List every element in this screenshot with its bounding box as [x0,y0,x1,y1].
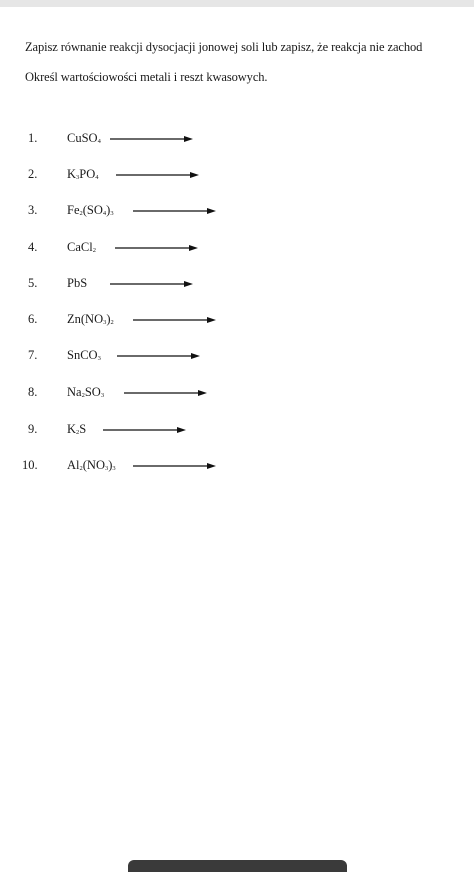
reaction-arrow-icon [133,316,217,324]
reaction-arrow-icon [116,171,200,179]
item-number: 10. [22,458,38,472]
home-indicator-bar [128,860,347,872]
salt-formula: CuSO$_4$ [67,131,101,145]
salt-formula: $Al_2(NO_3)_3$ [67,458,116,472]
instruction-line-1: Zapisz równanie reakcji dysocjacji jonowej soli lub zapisz, że reakcja nie zachod [25,40,423,54]
reaction-arrow-icon [133,207,217,215]
instruction-line-2: Określ wartościowości metali i reszt kwasowych. [25,70,268,84]
salt-formula: $K_3PO_4$ [67,167,99,181]
salt-formula: $K_2S$ [67,422,87,436]
reaction-arrow-icon [110,135,194,143]
item-number: 7. [28,348,38,362]
salt-formula: CaCl$_2$ [67,240,96,254]
salt-formula: SnCO$_3$ [67,348,101,362]
salt-formula: PbS [67,276,88,290]
item-number: 1. [28,131,38,145]
salt-formula: $Na_2SO_3$ [67,385,105,399]
item-number: 3. [28,203,38,217]
item-number: 2. [28,167,38,181]
reaction-arrow-icon [110,280,194,288]
reaction-arrow-icon [117,352,201,360]
reaction-arrow-icon [133,462,217,470]
item-number: 9. [28,422,38,436]
salt-formula: $Zn(NO_3)_2$ [67,312,114,326]
reaction-arrow-icon [124,389,208,397]
item-number: 8. [28,385,38,399]
item-number: 5. [28,276,38,290]
salt-formula: $Fe_2(SO_4)_3$ [67,203,114,217]
item-number: 4. [28,240,38,254]
reaction-arrow-icon [103,426,187,434]
reaction-arrow-icon [115,244,199,252]
item-number: 6. [28,312,38,326]
top-strip [0,0,474,7]
